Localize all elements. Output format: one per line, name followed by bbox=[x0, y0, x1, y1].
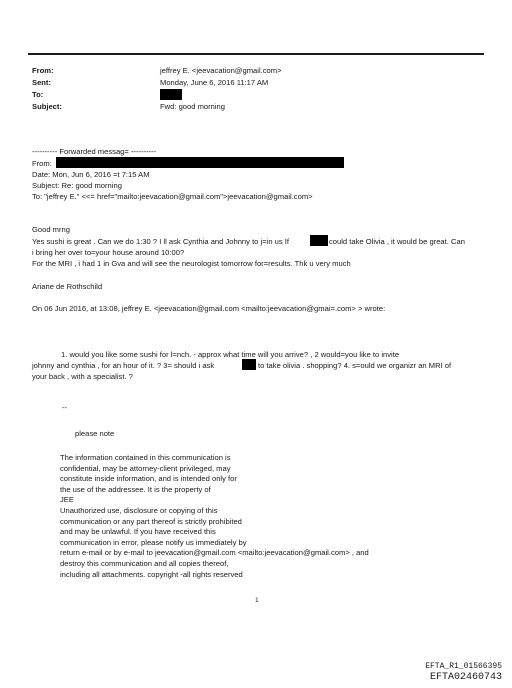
original-line-3: your back , with a specialist. ? bbox=[32, 372, 133, 381]
notice-line: return e-mail or by e-mail to jeevacation@gmail.com <mailto:jeevacation@gmail.com> , and bbox=[60, 548, 369, 558]
from-label: From: bbox=[32, 66, 54, 75]
bates-number-2: EFTA02460743 bbox=[429, 672, 502, 683]
redaction-to bbox=[160, 89, 182, 100]
sent-value: Monday, June 6, 2016 11:17 AM bbox=[160, 78, 269, 87]
notice-line: communication or any part thereof is strictly prohibited bbox=[60, 516, 242, 526]
notice-line: confidential, may be attorney-client privileged, may bbox=[60, 463, 231, 473]
header-rule bbox=[28, 53, 484, 55]
original-line-1: 1. would you like some sushi for l=nch. - approx what time will you arrive? , 2 would=you like to invite bbox=[61, 350, 400, 359]
notice-line: constitute inside information, and is intended only for bbox=[60, 474, 237, 484]
subject-label: Subject: bbox=[32, 102, 62, 111]
page-number: 1 bbox=[255, 597, 259, 604]
notice-line: the use of the addressee. It is the property of bbox=[60, 484, 211, 494]
bates-number-1: EFTA_R1_01566395 bbox=[425, 662, 502, 671]
reply-line-1b: could take Olivia , it would be great. Can bbox=[329, 237, 465, 246]
quote-intro: On 06 Jun 2016, at 13:08, jeffrey E. <jeevacation@gmail.com <mailto:jeevacation@gmai=.com> > wrote: bbox=[32, 304, 386, 313]
reply-line-2: i bring her over to=your house around 10:00? bbox=[32, 248, 185, 257]
forwarded-subject: Subject: Re: good morning bbox=[32, 181, 122, 190]
redaction-original-name bbox=[242, 359, 256, 370]
notice-line: including all attachments. copyright -all rights reserved bbox=[60, 569, 243, 579]
forwarded-from: From: bbox=[32, 159, 52, 168]
notice-line: JEE bbox=[60, 495, 74, 505]
please-note: please note bbox=[75, 429, 115, 438]
forwarded-marker: ---------- Forwarded messag= ---------- bbox=[32, 147, 157, 156]
to-label: To: bbox=[32, 90, 44, 99]
original-line-2b: to take olivia . shopping? 4. s=ould we organizr an MRI of bbox=[258, 361, 452, 370]
notice-line: destroy this communication and all copies thereof, bbox=[60, 558, 229, 568]
confidentiality-notice bbox=[60, 453, 369, 580]
notice-line: communication in error, please notify us immediately by bbox=[60, 537, 247, 547]
subject-value: Fwd: good morning bbox=[160, 102, 226, 111]
redaction-forwarded-from bbox=[56, 157, 344, 168]
sent-label: Sent: bbox=[32, 78, 51, 87]
redaction-reply-name bbox=[310, 235, 328, 246]
forwarded-date: Date: Mon, Jun 6, 2016 =t 7:15 AM bbox=[32, 170, 150, 179]
notice-line: The information contained in this communication is bbox=[60, 453, 231, 462]
reply-line-1a: Yes sushi is great . Can we do 1:30 ? I ll ask Cynthia and Johnny to j=in us If bbox=[32, 237, 290, 246]
original-line-2a: johnny and cynthia , for an hour of it. ? 3= should i ask bbox=[32, 361, 215, 370]
forwarded-to: To: "jeffrey E." <<= href="mailto:jeevacation@gmail.com">jeevacation@gmail.com> bbox=[32, 192, 313, 201]
notice-line: and may be unlawful. If you have received this bbox=[60, 527, 216, 537]
from-value: jeffrey E. <jeevacation@gmail.com> bbox=[160, 66, 282, 75]
reply-greeting: Good mrng bbox=[32, 225, 70, 234]
reply-line-3: For the MRI , i had 1 in Gva and will see the neurologist tomorrow for=results. Thk u very much bbox=[32, 259, 351, 268]
notice-line: Unauthorized use, disclosure or copying of this bbox=[60, 505, 218, 515]
signature-dashes: -- bbox=[62, 403, 68, 412]
reply-signature: Ariane de Rothschild bbox=[32, 282, 103, 291]
